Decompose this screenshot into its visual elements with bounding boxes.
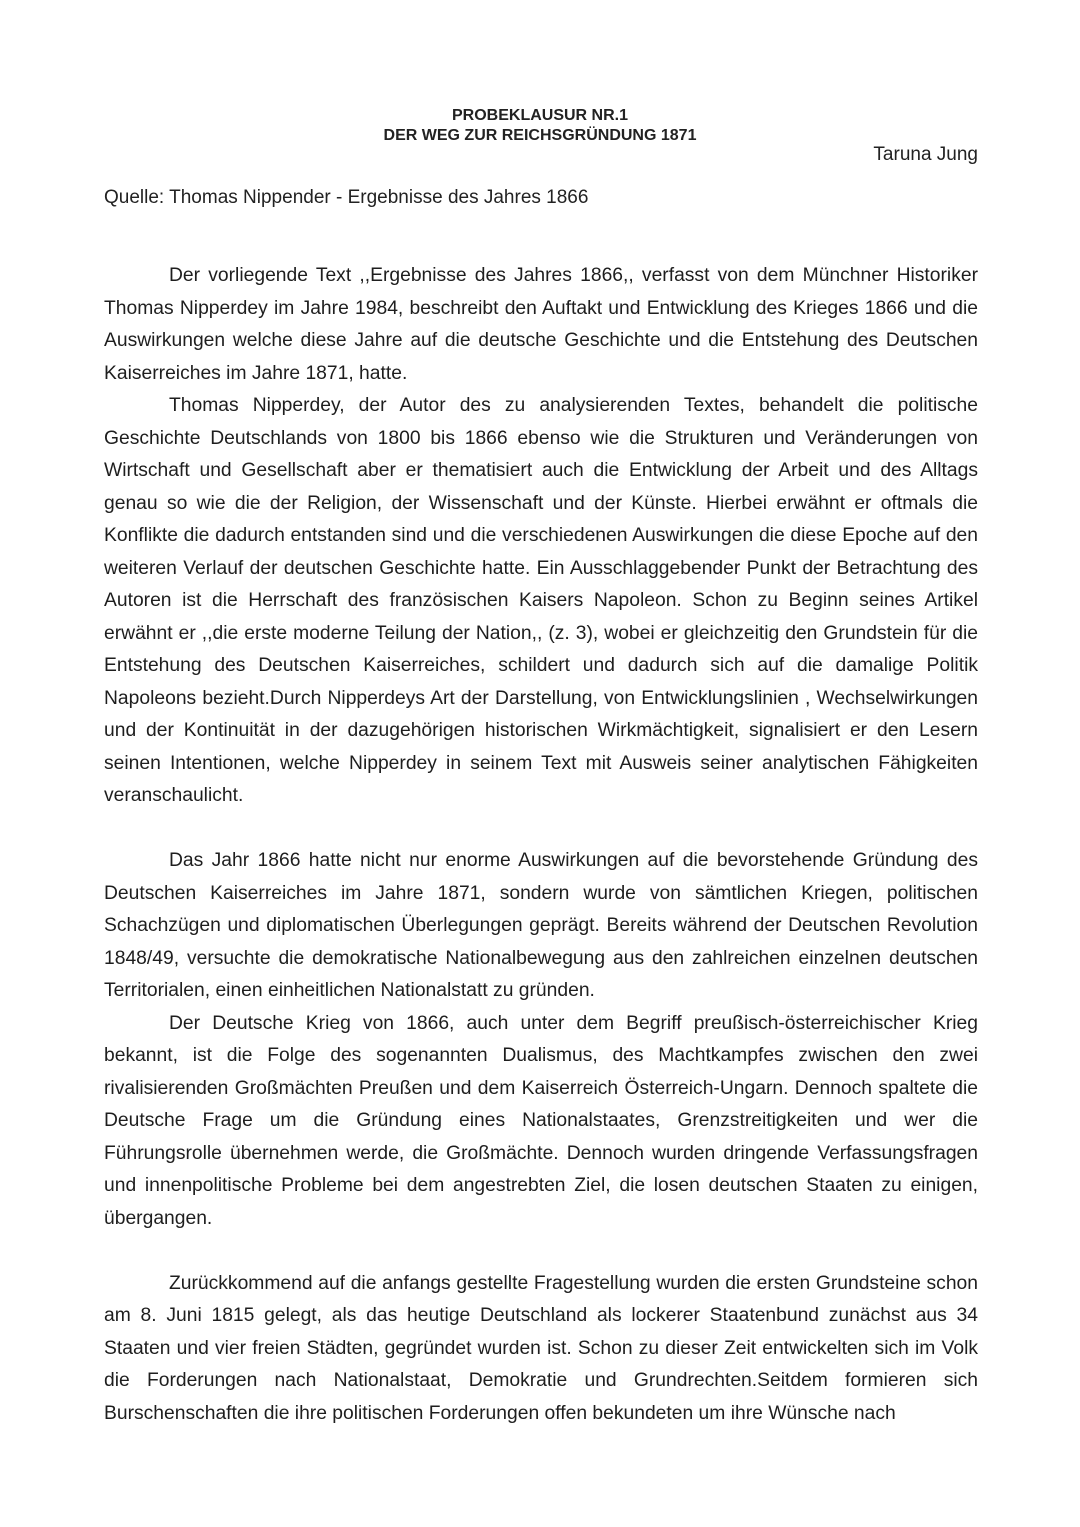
title-line-2: DER WEG ZUR REICHSGRÜNDUNG 1871 (383, 127, 697, 144)
paragraph-3: Das Jahr 1866 hatte nicht nur enorme Auswirkungen auf die bevorstehende Gründung des Deutschen Kaiserreiches im Jahre 1871, sondern wurde von sämtlichen Kriegen, politischen Schachzügen und diplomatischen Überlegungen geprägt. Bereits während der Deutschen Revolution 1848/49, versuchte die demokratische Nationalbewegung aus den zahlreichen einzelnen deutschen Territorialen, einen einheitlichen Nationalstatt zu gründen. (104, 850, 978, 1001)
paragraph-2: Thomas Nipperdey, der Autor des zu analysierenden Textes, behandelt die politische Geschichte Deutschlands von 1800 bis 1866 ebenso wie die Strukturen und Veränderungen von Wirtschaft und Gesellschaft aber er thematisiert auch die Entwicklung der Arbeit und des Alltags genau so wie die der Religion, der Wissenschaft und der Künste. Hierbei erwähnt er oftmals die Konflikte die dadurch entstanden sind und die verschiedenen Auswirkungen die diese Epoche auf den weiteren Verlauf der deutschen Geschichte hatte. Ein Ausschlaggebender Punkt der Betrachtung des Autoren ist die Herrschaft des französischen Kaisers Napoleon. Schon zu Beginn seines Artikel erwähnt er ,,die erste moderne Teilung der Nation,, (z. 3), wobei er gleichzeitig den Grundstein für die Entstehung des Deutschen Kaiserreiches, schildert und dadurch sich auf die damalige Politik Napoleons bezieht.Durch Nipperdeys Art der Darstellung, von Entwicklungslinien , Wechselwirkungen und der Kontinuität in der dazugehörigen historischen Wirkmächtigkeit, signalisiert er den Lesern seinen Intentionen, welche Nipperdey in seinem Text mit Ausweis seiner analytischen Fähigkeiten veranschaulicht. (104, 395, 978, 806)
source-line: Quelle: Thomas Nippender - Ergebnisse des Jahres 1866 (104, 187, 589, 208)
document-title (0, 106, 1080, 146)
body-text (104, 260, 978, 1430)
title-line-1: PROBEKLAUSUR NR.1 (451, 107, 628, 124)
paragraph-5: Zurückkommend auf die anfangs gestellte Fragestellung wurden die ersten Grundsteine schon am 8. Juni 1815 gelegt, als das heutige Deutschland als lockerer Staatenbund zunächst aus 34 Staaten und vier freien Städten, gegründet wurden ist. Schon zu dieser Zeit entwickelten sich im Volk die Forderungen nach Nationalstaat, Demokratie und Grundrechten.Seitdem formieren sich Burschenschaften die ihre politischen Forderungen offen bekundeten um ihre Wünsche nach (104, 1272, 978, 1424)
paragraph-4: Der Deutsche Krieg von 1866, auch unter dem Begriff preußisch-österreichischer Krieg bekannt, ist die Folge des sogenannten Dualismus, des Machtkampfes zwischen den zwei rivalisierenden Großmächten Preußen und dem Kaiserreich Österreich-Ungarn. Dennoch spaltete die Deutsche Frage um die Gründung eines Nationalstaates, Grenzstreitigkeiten und wer die Führungsrolle übernehmen werde, die Großmächte. Dennoch wurden dringende Verfassungsfragen und innenpolitische Probleme bei dem angestrebten Ziel, die losen deutschen Staaten zu einigen, übergangen. (104, 1012, 978, 1229)
paragraph-1: Der vorliegende Text ,,Ergebnisse des Jahres 1866,, verfasst von dem Münchner Historiker Thomas Nipperdey im Jahre 1984, beschreibt den Auftakt und Entwicklung des Krieges 1866 und die Auswirkungen welche diese Jahre auf die deutsche Geschichte und die Entstehung des Deutschen Kaiserreiches im Jahre 1871, hatte. (104, 265, 978, 384)
author-name: Taruna Jung (873, 144, 978, 165)
